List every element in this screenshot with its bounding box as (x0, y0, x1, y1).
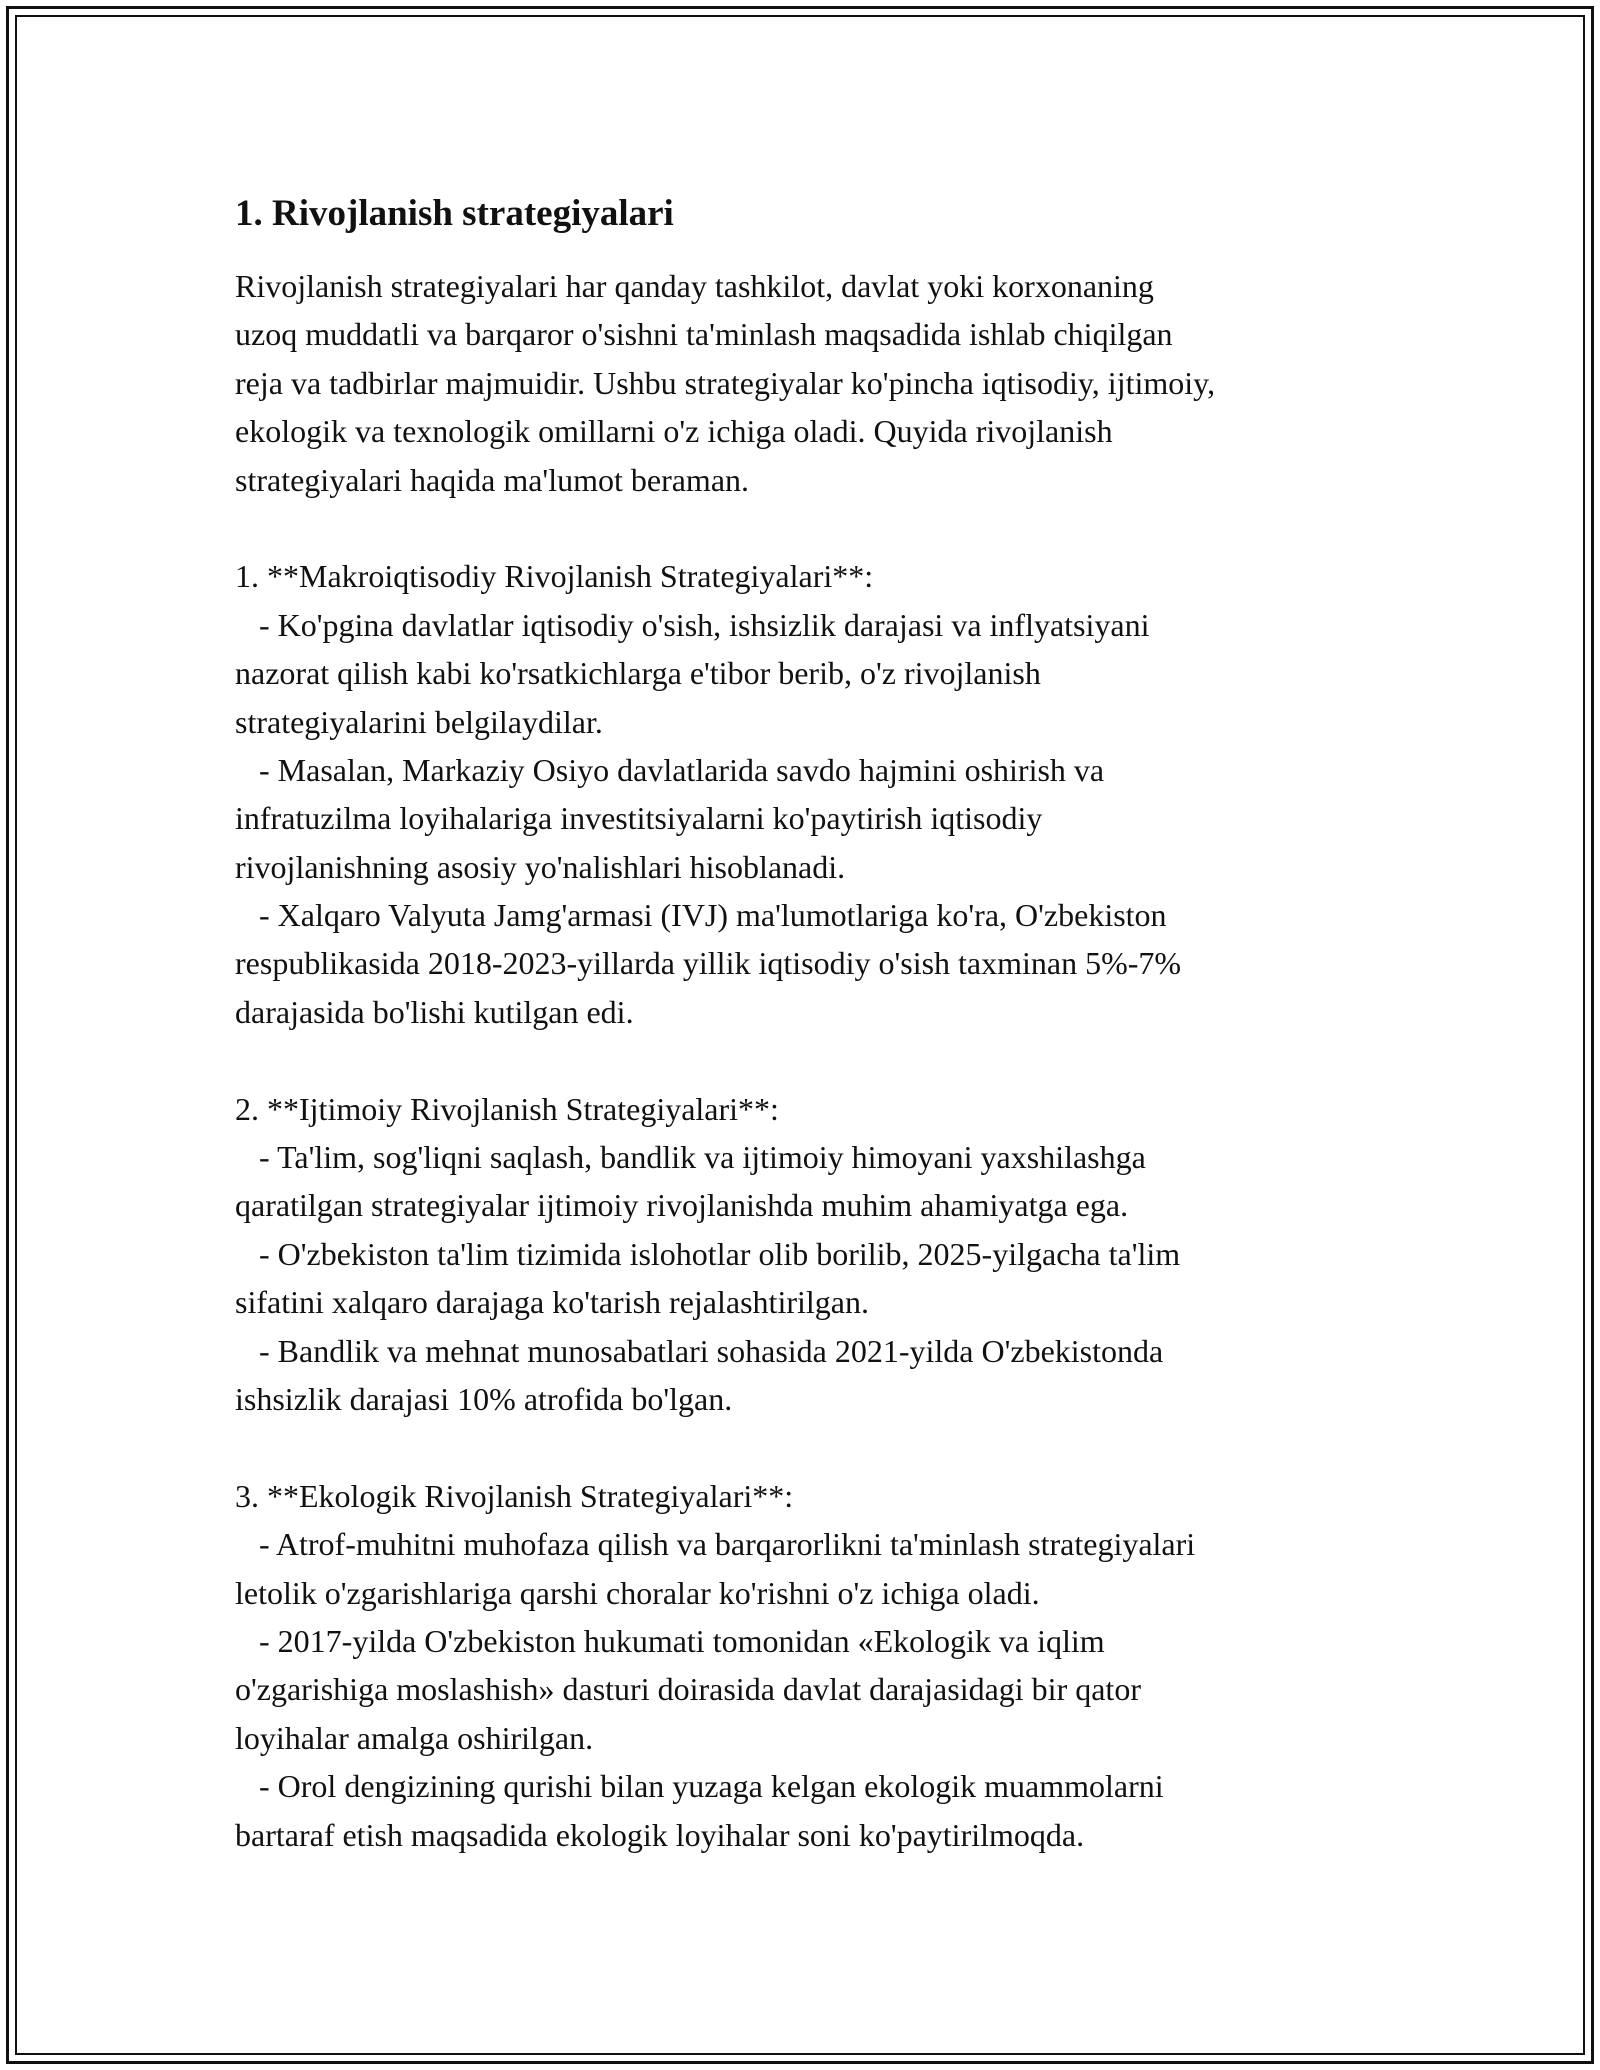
intro-line: ekologik va texnologik omillarni o'z ichiga oladi. Quyida rivojlanish (235, 413, 1113, 450)
intro-line: reja va tadbirlar majmuidir. Ushbu strategiyalar ko'pincha iqtisodiy, ijtimoiy, (235, 364, 1216, 401)
section-line: - 2017-yilda O'zbekiston hukumati tomonidan «Ekologik va iqlim (235, 1622, 1105, 1659)
section-line: respublikasida 2018-2023-yillarda yillik iqtisodiy o'sish taxminan 5%-7% (235, 945, 1182, 982)
section-line: qaratilgan strategiyalar ijtimoiy rivojlanishda muhim ahamiyatga ega. (235, 1187, 1129, 1224)
section-line: loyihalar amalga oshirilgan. (235, 1719, 594, 1756)
section-line: - Ta'lim, sog'liqni saqlash, bandlik va ijtimoiy himoyani yaxshilashga (235, 1139, 1146, 1176)
section-title: 2. **Ijtimoiy Rivojlanish Strategiyalari**: (235, 1090, 779, 1127)
section-line: darajasida bo'lishi kutilgan edi. (235, 993, 634, 1030)
section-line: nazorat qilish kabi ko'rsatkichlarga e'tibor berib, o'z rivojlanish (235, 655, 1041, 692)
document-body (235, 185, 1375, 1859)
section-title: 3. **Ekologik Rivojlanish Strategiyalari**: (235, 1477, 794, 1514)
section-line: - Atrof-muhitni muhofaza qilish va barqarorlikni ta'minlash strategiyalari (235, 1526, 1196, 1563)
section-line: - Orol dengizining qurishi bilan yuzaga kelgan ekologik muammolarni (235, 1768, 1164, 1805)
section-line: ishsizlik darajasi 10% atrofida bo'lgan. (235, 1380, 733, 1417)
section-ecological (235, 1472, 1375, 1859)
section-line: rivojlanishning asosiy yo'nalishlari hisoblanadi. (235, 848, 846, 885)
intro-paragraph (235, 262, 1375, 504)
section-line: sifatini xalqaro darajaga ko'tarish rejalashtirilgan. (235, 1284, 869, 1321)
section-line: - O'zbekiston ta'lim tizimida islohotlar olib borilib, 2025-yilgacha ta'lim (235, 1235, 1181, 1272)
document-heading: 1. Rivojlanish strategiyalari (235, 193, 674, 234)
section-line: - Xalqaro Valyuta Jamg'armasi (IVJ) ma'lumotlariga ko'ra, O'zbekiston (235, 897, 1167, 934)
section-social (235, 1085, 1375, 1424)
section-line: strategiyalarini belgilaydilar. (235, 703, 603, 740)
section-line: infratuzilma loyihalariga investitsiyalarni ko'paytirish iqtisodiy (235, 800, 1043, 837)
section-line: - Bandlik va mehnat munosabatlari sohasida 2021-yilda O'zbekistonda (235, 1332, 1164, 1369)
section-line: - Ko'pgina davlatlar iqtisodiy o'sish, ishsizlik darajasi va inflyatsiyani (235, 606, 1150, 643)
section-macroeconomic (235, 552, 1375, 1036)
section-line: bartaraf etish maqsadida ekologik loyihalar soni ko'paytirilmoqda. (235, 1816, 1085, 1853)
intro-line: uzoq muddatli va barqaror o'sishni ta'minlash maqsadida ishlab chiqilgan (235, 316, 1173, 353)
section-line: - Masalan, Markaziy Osiyo davlatlarida savdo hajmini oshirish va (235, 751, 1105, 788)
section-title: 1. **Makroiqtisodiy Rivojlanish Strategiyalari**: (235, 558, 874, 595)
intro-line: strategiyalari haqida ma'lumot beraman. (235, 461, 750, 498)
section-line: letolik o'zgarishlariga qarshi choralar ko'rishni o'z ichiga oladi. (235, 1574, 1040, 1611)
intro-line: Rivojlanish strategiyalari har qanday tashkilot, davlat yoki korxonaning (235, 268, 1154, 304)
section-line: o'zgarishiga moslashish» dasturi doirasida davlat darajasidagi bir qator (235, 1671, 1141, 1708)
